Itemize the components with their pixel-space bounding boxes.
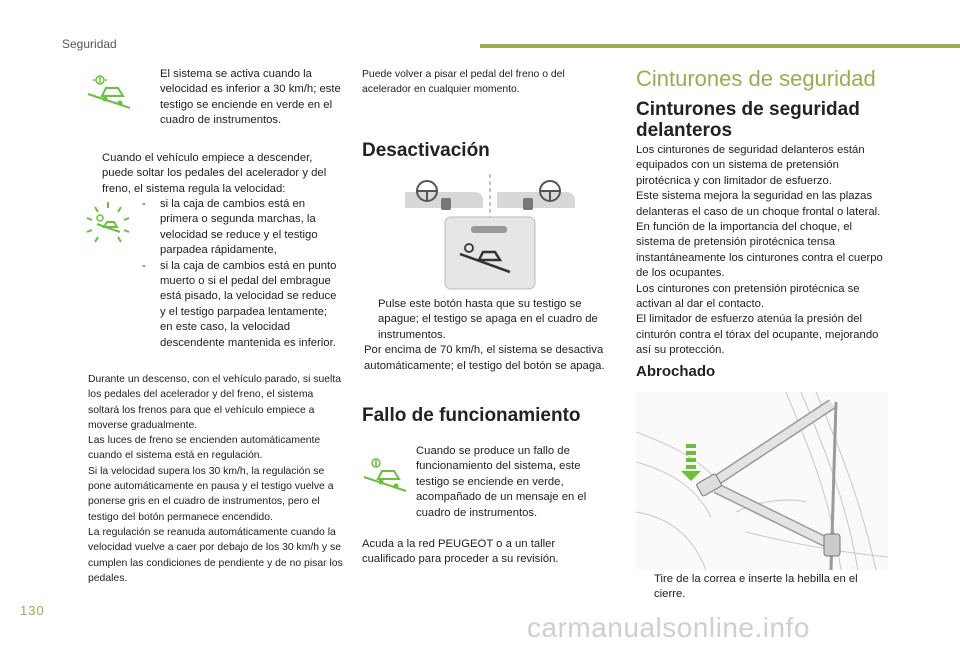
heading-desactivacion: Desactivación xyxy=(362,140,490,161)
dash-2-text: si la caja de cambios está en punto muerto o si el pedal del embrague está pisado, la velocidad se reduce y el testigo parpadea lentamente; en este caso, la velocidad descendente mantenida es inferior. xyxy=(160,259,337,349)
col2-intro: Puede volver a pisar el pedal del freno o del acelerador en cualquier momento. xyxy=(362,69,565,96)
belts-equipment-text: Los cinturones de seguridad delanteros están equipados con un sistema de pretensión pirotécnica y con limitador de esfuerzo. xyxy=(636,144,865,187)
watermark-text: carmanualsonline.info xyxy=(527,612,810,643)
buckle-text: Tire de la correa e inserte la hebilla en el cierre. xyxy=(654,573,858,601)
hill-descent-blinking-icon xyxy=(84,200,132,246)
col3-paragraphs xyxy=(636,143,890,359)
console-button-illustration xyxy=(405,172,575,292)
speed-pause-text: Si la velocidad supera los 30 km/h, la regulación se pone automáticamente en pausa y el testigo vuelve a ponerse gris en el cuadro de instrumentos, pero el testigo del botón permanece encendido. xyxy=(88,465,334,523)
subtitle-front-belts: Cinturones de seguridad delanteros xyxy=(636,99,860,141)
workshop-text: Acuda a la red PEUGEOT o a un taller cualificado para proceder a su revisión. xyxy=(362,538,559,566)
col1-bullet-1 xyxy=(146,67,346,129)
limiter-text: El limitador de esfuerzo atenúa la presión del cinturón contra el tórax del ocupante, mejorando así su protección. xyxy=(636,313,879,357)
bullet-glyph xyxy=(146,67,160,129)
page-number: 130 xyxy=(20,603,45,618)
dash-glyph: - xyxy=(142,259,146,272)
col2-bullet-press xyxy=(364,297,620,374)
system-improves-text: Este sistema mejora la seguridad en las plazas delanteras el caso de un choque frontal o lateral. En función de la importancia del choque, el sistema de pretensión pirotécnica tensa instantáneamente los cinturones contra el cuerpo de los ocupantes. xyxy=(636,190,883,280)
brake-lights-text: Las luces de freno se encienden automáticamente cuando el sistema está en regulación. xyxy=(88,435,321,462)
bullet-glyph xyxy=(364,297,378,343)
dash-item-1 xyxy=(142,197,342,259)
bullet-glyph xyxy=(640,572,654,603)
press-button-text: Pulse este botón hasta que su testigo se apague; el testigo se apaga en el cuadro de instrumentos. xyxy=(378,298,598,341)
col1-dash-list xyxy=(142,197,342,351)
bullet-glyph xyxy=(88,151,102,197)
dash-1-text: si la caja de cambios está en primera o segunda marchas, la velocidad se reduce y el testigo parpadea rápidamente, xyxy=(160,198,318,257)
col1-paragraphs xyxy=(88,372,344,586)
dash-item-2 xyxy=(142,259,342,351)
hill-descent-icon xyxy=(86,72,136,112)
resume-text: La regulación se reanuda automáticamente cuando la velocidad vuelve a caer por debajo de los 30 km/h y se cumplen las condiciones de pendiente y de no pisar los pedales. xyxy=(88,526,343,584)
auto-deactivate-text: Por encima de 70 km/h, el sistema se desactiva automáticamente; el testigo del botón se apaga. xyxy=(364,344,605,372)
col1-bullet-2 xyxy=(88,151,338,197)
activation-text: El sistema se activa cuando la velocidad es inferior a 30 km/h; este testigo se enciende en verde en el cuadro de instrumentos. xyxy=(160,68,341,127)
descent-stopped-text: Durante un descenso, con el vehículo parado, si suelta los pedales del acelerador y del freno, el sistema soltará los frenos para que el vehículo empiece a moverse gradualmente. xyxy=(88,374,341,431)
fault-text: Cuando se produce un fallo de funcionamiento del sistema, este testigo se enciende en verde, acompañado de un mensaje en el cuadro de instrumentos. xyxy=(416,445,587,519)
descent-text: Cuando el vehículo empiece a descender, puede soltar los pedales del acelerador y del freno, el sistema regula la velocidad: xyxy=(102,152,327,195)
seatbelt-illustration xyxy=(636,392,888,570)
section-title: Seguridad xyxy=(62,37,117,51)
col3-bullet-buckle xyxy=(640,572,890,603)
heading-abrochado: Abrochado xyxy=(636,363,716,380)
header-accent-bar xyxy=(480,44,960,48)
heading-fallo: Fallo de funcionamiento xyxy=(362,405,581,426)
activation-ignition-text: Los cinturones con pretensión pirotécnica se activan al dar el contacto. xyxy=(636,282,860,311)
page-title: Cinturones de seguridad xyxy=(636,66,876,91)
hill-descent-fault-icon xyxy=(362,455,412,495)
dash-glyph: - xyxy=(142,198,146,210)
